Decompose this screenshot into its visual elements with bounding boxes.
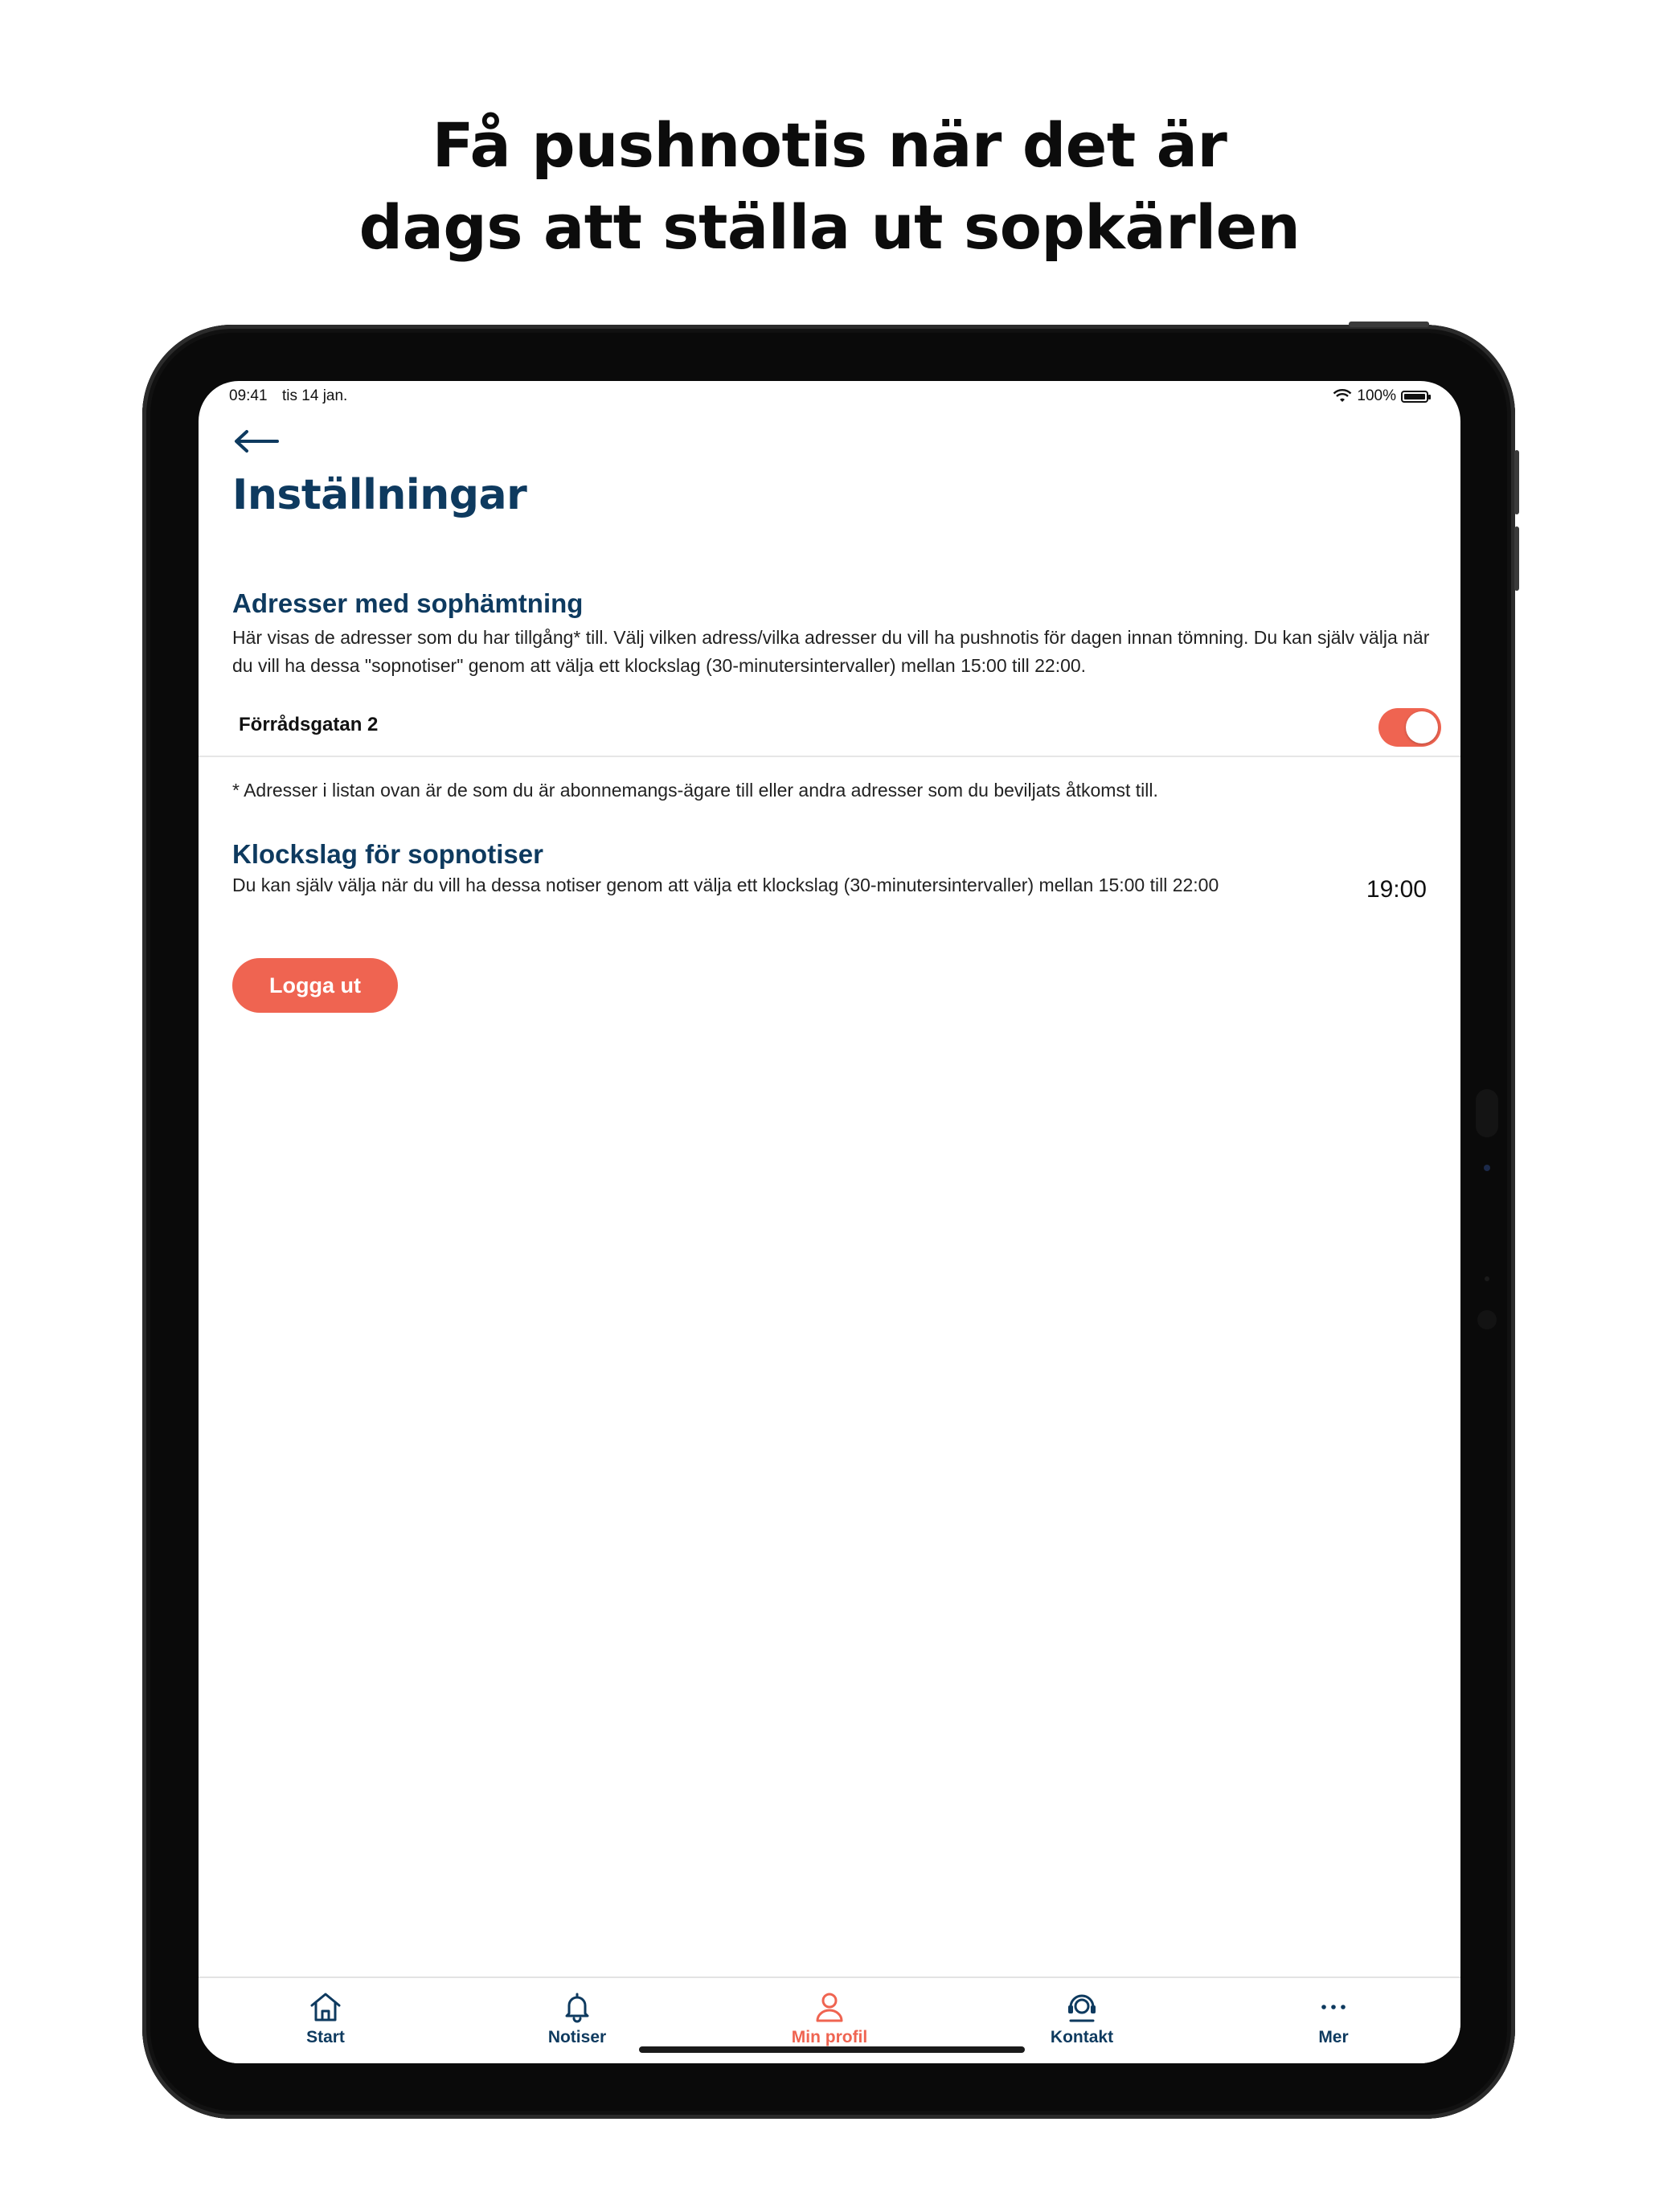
device-camera-lens	[1484, 1165, 1490, 1171]
time-section-title: Klockslag för sopnotiser	[232, 839, 543, 869]
addresses-footnote: * Adresser i listan ovan är de som du är abonnemangs-ägare till eller andra adresser som du beviljats åtkomst till.	[232, 780, 1158, 801]
status-right	[1333, 387, 1428, 405]
page-title: Inställningar	[232, 471, 527, 519]
address-label: Förrådsgatan 2	[239, 714, 379, 735]
home-icon	[308, 1991, 343, 2023]
device-sensor	[1485, 1276, 1489, 1281]
headset-icon	[1064, 1991, 1100, 2023]
device-sensor-large	[1477, 1310, 1497, 1329]
tab-min-profil[interactable]	[773, 1991, 886, 2047]
address-notification-toggle[interactable]	[1378, 708, 1441, 747]
time-description: Du kan själv välja när du vill ha dessa notiser genom att välja ett klockslag (30-minutersintervaller) mellan 15:00 till 22:00	[232, 875, 1219, 895]
battery-icon	[1401, 391, 1428, 403]
arrow-left-icon[interactable]	[232, 428, 281, 455]
addresses-description: Här visas de adresser som du har tillgång* till. Välj vilken adress/vilka adresser du vill ha pushnotis för dagen innan tömning. Du kan själv välja när du vill ha dessa "sopnotiser" genom att välja ett klockslag (30-minutersintervaller) mellan 15:00 till 22:00.	[232, 627, 1430, 676]
tab-start[interactable]	[269, 1991, 382, 2047]
headline-line-1: Få pushnotis när det är	[432, 109, 1227, 181]
notification-time-picker[interactable]: 19:00	[1366, 876, 1427, 903]
toggle-knob	[1406, 711, 1438, 743]
headline-line-2: dags att ställa ut sopkärlen	[358, 191, 1301, 263]
wifi-icon	[1333, 389, 1352, 403]
tab-min-profil-label: Min profil	[791, 2028, 868, 2046]
device-volume-down-button	[1514, 526, 1519, 591]
tab-start-label: Start	[306, 2028, 345, 2046]
tab-notiser[interactable]	[521, 1991, 633, 2047]
tab-notiser-label: Notiser	[547, 2028, 607, 2046]
address-row	[199, 703, 1460, 757]
promo-headline	[0, 104, 1659, 268]
addresses-section-title: Adresser med sophämtning	[232, 588, 584, 618]
tab-kontakt[interactable]	[1026, 1991, 1138, 2047]
status-bar	[199, 381, 1460, 415]
tab-kontakt-label: Kontakt	[1050, 2028, 1114, 2046]
app-screen	[199, 381, 1460, 2063]
tab-mer[interactable]	[1277, 1991, 1390, 2047]
tab-mer-label: Mer	[1318, 2028, 1349, 2046]
battery-percent: 100%	[1357, 387, 1396, 404]
device-top-button	[1349, 322, 1429, 327]
status-date: tis 14 jan.	[282, 387, 348, 404]
bell-icon	[559, 1991, 595, 2023]
status-time: 09:41	[229, 387, 268, 404]
more-icon	[1316, 1991, 1351, 2023]
logout-button[interactable]: Logga ut	[232, 958, 398, 1013]
device-camera-housing	[1476, 1089, 1498, 1137]
device-volume-up-button	[1514, 450, 1519, 514]
home-indicator	[639, 2046, 1025, 2053]
user-icon	[812, 1991, 847, 2023]
